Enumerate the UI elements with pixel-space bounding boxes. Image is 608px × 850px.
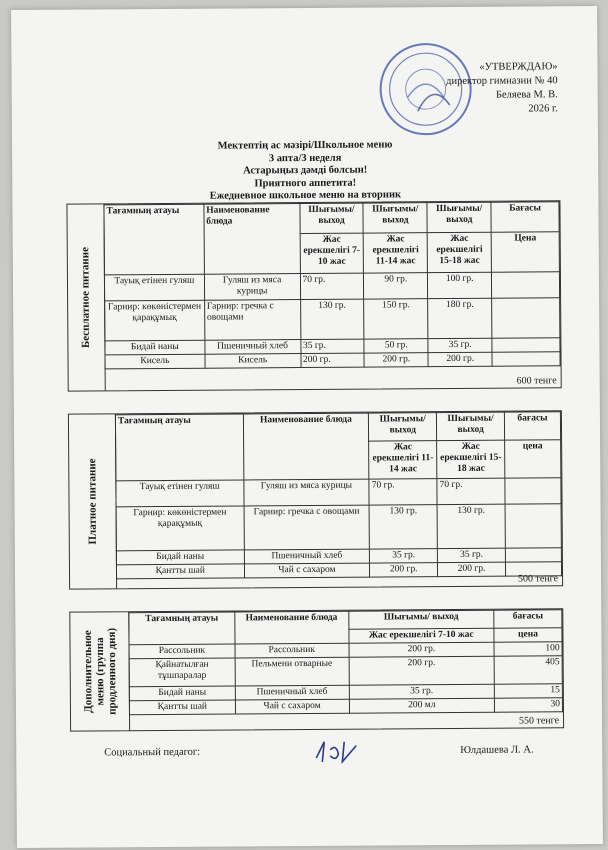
extra-menu-table (128, 609, 563, 715)
heading-line: Приятного аппетита! (254, 177, 357, 189)
table-row: Гарнир: көкөністермен қарақұмық Гарнир: гречка с овощами 130 гр. 130 гр. (116, 504, 561, 551)
header-output: Шығымы/ выход (363, 203, 427, 233)
free-meals-table (103, 201, 560, 369)
extra-menu-total: 550 тенге (518, 715, 560, 727)
header-output: Шығымы/ выход (427, 202, 491, 232)
header-name-ru: Наименование блюда (204, 204, 300, 275)
table-row: Қантты шай Чай с сахаром 200 мл 30 (129, 698, 562, 715)
heading-line: Мектептің ас мәзірі/Школьное меню (217, 139, 393, 152)
footer-name: Юлдашева Л. А. (460, 744, 534, 756)
approval-block (446, 60, 558, 117)
header-age: Жас ерекшелігі 11-14 жас (364, 233, 428, 273)
free-meals-block (66, 200, 561, 391)
header-age: Жас ерекшелігі 15-18 жас (437, 440, 505, 478)
free-meals-total: 600 тенге (516, 375, 557, 387)
header-name-kz: Тағамның атауы (104, 204, 204, 275)
signature (312, 736, 372, 766)
approval-title: «УТВЕРЖДАЮ» (479, 61, 558, 73)
header-price-kz: бағасы (494, 610, 562, 628)
table-row: Тауық етінен гуляш Гуляш из мяса курицы 70 гр. 90 гр. 100 гр. (104, 272, 559, 301)
paid-meals-table (115, 411, 562, 579)
header-age: Жас ерекшелігі 7-10 жас (348, 628, 494, 643)
footer-role: Социальный педагог: (104, 746, 201, 759)
table-row: Бидай наны Пшеничный хлеб 35 гр. 50 гр. 35 гр. (105, 338, 560, 355)
heading-line: Астарыңыз дәмді болсын! (243, 164, 368, 177)
paid-meals-block (68, 410, 563, 589)
header-price-ru: Цена (491, 232, 559, 272)
paid-meals-total: 500 тенге (517, 573, 559, 585)
table-row: Гарнир: көкөністермен қарақұмық Гарнир: гречка с овощами 130 гр. 150 гр. 180 гр. (105, 298, 560, 341)
header-output: Шығымы/ выход (299, 203, 363, 233)
approval-date: 2026 г. (528, 103, 558, 115)
header-price-kz: Бағасы (491, 202, 559, 232)
extra-menu-side-label: Дополнительное меню (группа продленного дня) (70, 612, 130, 730)
menu-heading (12, 138, 598, 205)
table-row: Рассольник Рассольник 200 гр. 100 (129, 642, 562, 659)
extra-menu-block (69, 608, 564, 731)
heading-line: 3 апта/3 неделя (268, 152, 342, 164)
table-row: Қайнатылған тұшпаралар Пельмени отварные 200 гр. 405 (129, 656, 562, 687)
header-name-ru: Наименование блюда (235, 611, 349, 644)
header-output: Шығымы/ выход (369, 413, 437, 441)
table-row: Бидай наны Пшеничный хлеб 35 гр. 15 (129, 684, 562, 701)
header-output: Шығымы/ выход (348, 610, 494, 629)
menu-document (11, 6, 603, 848)
header-name-ru: Наименование блюда (243, 413, 369, 480)
header-age: Жас ерекшелігі 15-18 жас (427, 232, 491, 272)
free-meals-side-label: Бесплатное питание (67, 204, 105, 390)
header-age: Жас ерекшелігі 7-10 жас (300, 233, 364, 273)
header-name-kz: Тағамның атауы (115, 414, 243, 481)
header-age: Жас ерекшелігі 11-14 жас (369, 441, 437, 479)
header-output: Шығымы/ выход (437, 412, 505, 440)
paid-meals-side-label: Платное питание (69, 414, 117, 588)
header-price-ru: цена (505, 440, 561, 478)
header-name-kz: Тағамның атауы (129, 612, 235, 645)
header-price-kz: бағасы (504, 412, 560, 440)
table-row: Қантты шай Чай с сахаром 200 гр. 200 гр. (116, 562, 561, 579)
heading-line: Ежедневное школьное меню на вторник (209, 189, 402, 202)
table-row: Кисель Кисель 200 гр. 200 гр. 200 гр. (105, 352, 560, 369)
header-price-ru: цена (494, 628, 562, 642)
approval-person: Беляева М. В. (495, 89, 558, 101)
approval-position: директор гимназии № 40 (446, 75, 558, 88)
table-row: Бидай наны Пшеничный хлеб 35 гр. 35 гр. (116, 548, 561, 565)
table-row: Тауық етінен гуляш Гуляш из мяса курицы 70 гр. 70 гр. (116, 478, 561, 507)
